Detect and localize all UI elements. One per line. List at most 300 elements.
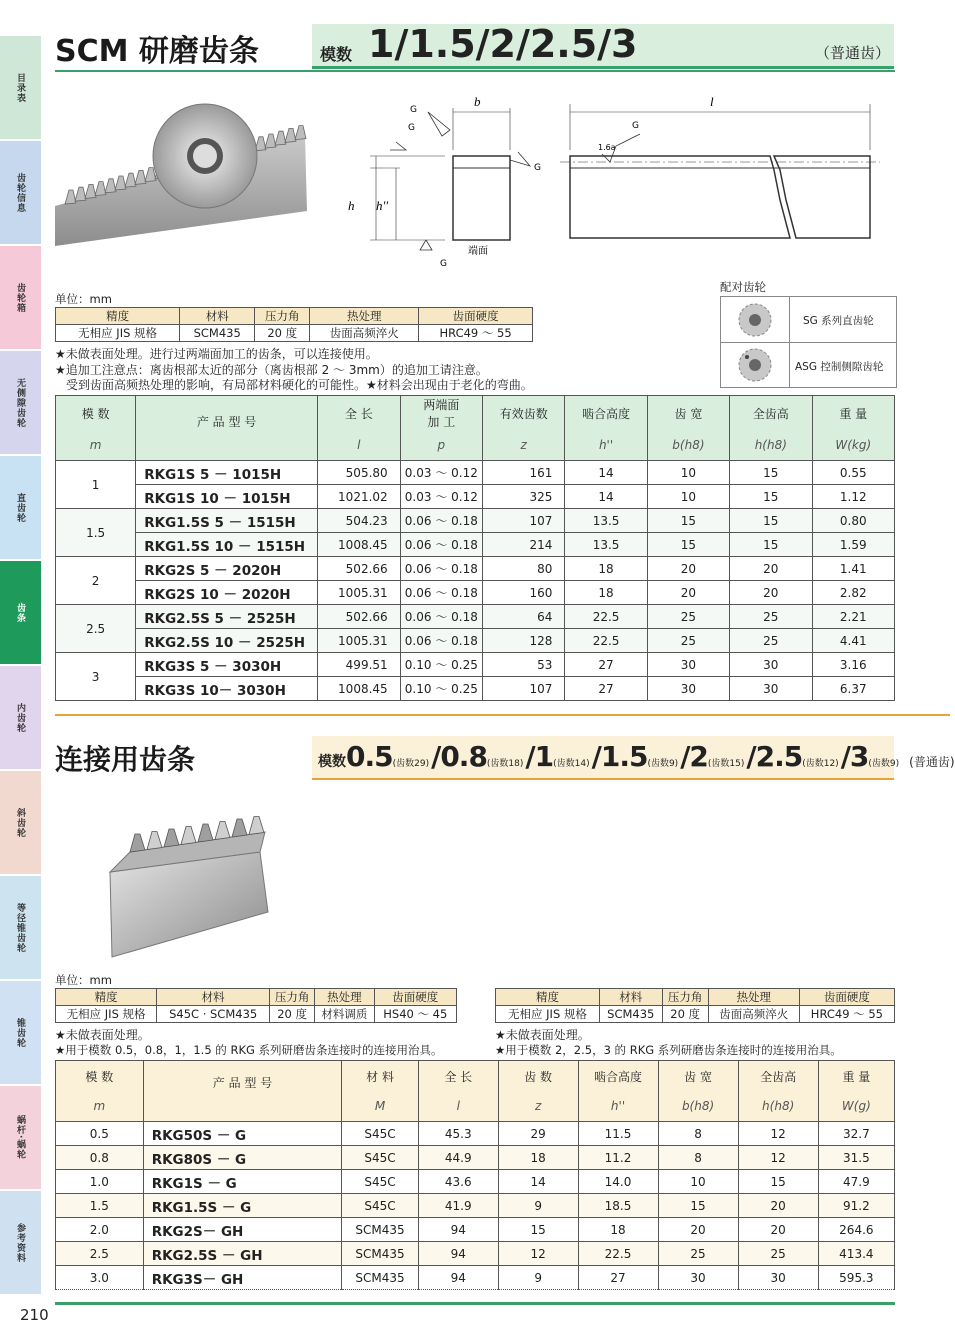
column-subheader (143, 1091, 342, 1122)
column-header: 全 长 (418, 1061, 498, 1092)
product-code: RKG2.5S － GH (143, 1242, 342, 1266)
page-number: 210 (20, 1306, 49, 1324)
note: ★未做表面处理。进行过两端面加工的齿条，可以连接使用。 (55, 347, 378, 361)
spec-table-left (55, 988, 457, 1023)
label-g: G (632, 121, 639, 131)
module-teeth: (齿数9) (647, 759, 679, 769)
table-cell: 0.06 ～ 0.18 (400, 629, 482, 653)
spec-header: 精度 (56, 989, 157, 1006)
table-cell: 47.9 (818, 1170, 894, 1194)
table-cell: 27 (578, 1266, 658, 1290)
table-cell: 14 (498, 1170, 578, 1194)
table-cell: 1005.31 (317, 629, 400, 653)
table-row (56, 581, 895, 605)
column-subheader: m (56, 1091, 144, 1122)
table-cell: 160 (482, 581, 564, 605)
spec-value: 20 度 (662, 1006, 708, 1023)
table-cell: 9 (498, 1194, 578, 1218)
module-cell: 1.5 (56, 509, 136, 557)
spec-value: SCM435 (599, 1006, 662, 1023)
side-tab[interactable]: 齿条 (0, 561, 41, 664)
table-cell: 9 (498, 1266, 578, 1290)
table-cell: 214 (482, 533, 564, 557)
table-row (56, 629, 895, 653)
table-cell: 29 (498, 1122, 578, 1146)
table-cell: 25 (730, 605, 812, 629)
table-row (56, 1218, 895, 1242)
section2-module-band (312, 736, 955, 778)
spec-header: 热处理 (708, 989, 799, 1006)
table-cell: 264.6 (818, 1218, 894, 1242)
table-cell: 0.55 (812, 461, 895, 485)
spec-value: 20 度 (270, 1006, 315, 1023)
spec-header: 压力角 (662, 989, 708, 1006)
product-code: RKG1S － G (143, 1170, 342, 1194)
module-value: 0.5 (346, 740, 393, 773)
unit-label: 单位：mm (55, 292, 112, 306)
table-cell: 80 (482, 557, 564, 581)
header-rule (55, 70, 895, 72)
column-subheader: h(h8) (730, 430, 812, 461)
table-row (56, 533, 895, 557)
table-cell: 0.8 (56, 1146, 144, 1170)
module-cell: 2 (56, 557, 136, 605)
section1-title: SCM 研磨齿条 (55, 34, 259, 69)
table-cell: 11.5 (578, 1122, 658, 1146)
spec-header: 材料 (180, 308, 255, 325)
table-cell: 15 (658, 1194, 738, 1218)
table-cell: 15 (498, 1218, 578, 1242)
table-cell: 20 (730, 557, 812, 581)
unit-label: 单位：mm (55, 973, 112, 987)
table-row (56, 677, 895, 701)
spec-value: HS40 ～ 45 (374, 1006, 456, 1023)
note: ★用于模数 2，2.5，3 的 RKG 系列研磨齿条连接时的连接用治具。 (495, 1043, 842, 1057)
table-cell: 15 (730, 461, 812, 485)
table-cell: 20 (647, 581, 729, 605)
column-subheader: M (342, 1091, 418, 1122)
table-cell: 8 (658, 1122, 738, 1146)
spec-value: HRC49 ～ 55 (799, 1006, 894, 1023)
side-view-drawing (560, 90, 890, 250)
column-subheader: W(g) (818, 1091, 894, 1122)
column-header: 齿 宽 (658, 1061, 738, 1092)
table-cell: 64 (482, 605, 564, 629)
column-subheader (136, 430, 318, 461)
column-header: 材 料 (342, 1061, 418, 1092)
table-cell: 45.3 (418, 1122, 498, 1146)
module-cell: 2.5 (56, 605, 136, 653)
column-header: 重 量 (812, 396, 895, 431)
table-cell: 4.41 (812, 629, 895, 653)
spec-value: 无相应 JIS 规格 (56, 325, 180, 342)
product-table-1 (55, 395, 895, 701)
table-row (56, 1194, 895, 1218)
end-view-drawing (340, 90, 550, 270)
side-tab[interactable]: 目录表 (0, 36, 41, 139)
table-cell: 0.03 ～ 0.12 (400, 461, 482, 485)
table-cell: 504.23 (317, 509, 400, 533)
table-cell: 30 (647, 653, 729, 677)
column-header: 全齿高 (738, 1061, 818, 1092)
column-header: 产 品 型 号 (143, 1061, 342, 1092)
table-cell: 10 (658, 1170, 738, 1194)
table-cell: S45C (342, 1194, 418, 1218)
table-cell: S45C (342, 1146, 418, 1170)
product-code: RKG1S 5 － 1015H (136, 461, 318, 485)
table-cell: 1021.02 (317, 485, 400, 509)
spec-table-right (495, 988, 895, 1023)
column-header: 两端面 加 工 (400, 396, 482, 431)
spec-value: 齿面高频淬火 (310, 325, 419, 342)
side-tab[interactable]: 斜齿轮 (0, 771, 41, 874)
column-header: 全 长 (317, 396, 400, 431)
module-value: /1 (525, 740, 554, 773)
gear-rack-photo (55, 96, 310, 246)
table-cell: 107 (482, 677, 564, 701)
table-cell: 15 (730, 509, 812, 533)
module-teeth: (齿数29) (392, 759, 430, 769)
table-cell: 18 (565, 557, 647, 581)
spec-table-1 (55, 307, 533, 342)
label-roughness: 1.6a (598, 143, 616, 152)
column-subheader: h'' (565, 430, 647, 461)
column-subheader: b(h8) (647, 430, 729, 461)
table-cell: 18 (565, 581, 647, 605)
spec-header: 压力角 (255, 308, 310, 325)
table-cell: 12 (498, 1242, 578, 1266)
module-cell: 1 (56, 461, 136, 509)
table-cell: 20 (730, 581, 812, 605)
label-g: G (440, 259, 447, 269)
table-cell: 502.66 (317, 605, 400, 629)
table-cell: S45C (342, 1122, 418, 1146)
spec-value: 无相应 JIS 规格 (496, 1006, 600, 1023)
mating-item: SG 系列直齿轮 (803, 315, 874, 327)
table-row (56, 1122, 895, 1146)
module-value: /3 (840, 740, 869, 773)
table-cell: 0.10 ～ 0.25 (400, 677, 482, 701)
table-cell: 12 (738, 1146, 818, 1170)
gear-type: （普通齿） (814, 44, 890, 62)
table-cell: 20 (647, 557, 729, 581)
table-cell: 0.06 ～ 0.18 (400, 533, 482, 557)
spec-value: 材料调质 (315, 1006, 375, 1023)
table-cell: 13.5 (565, 509, 647, 533)
side-tab[interactable]: 蜗杆·蜗轮 (0, 1086, 41, 1189)
module-value: /0.8 (431, 740, 487, 773)
label-h: h (348, 198, 355, 213)
connection-rack-photo (100, 812, 275, 962)
module-prefix: 模数 (318, 754, 346, 770)
table-cell: 1.0 (56, 1170, 144, 1194)
table-cell: 1005.31 (317, 581, 400, 605)
module-teeth: (齿数18) (486, 759, 524, 769)
table-cell: 0.10 ～ 0.25 (400, 653, 482, 677)
table-cell: 11.2 (578, 1146, 658, 1170)
column-subheader: z (498, 1091, 578, 1122)
spec-value: SCM435 (180, 325, 255, 342)
table-cell: 15 (730, 533, 812, 557)
table-row (56, 1170, 895, 1194)
column-header: 啮合高度 (578, 1061, 658, 1092)
table-cell: 30 (658, 1266, 738, 1290)
table-cell: SCM435 (342, 1218, 418, 1242)
label-g: G (408, 123, 415, 133)
table-cell: 25 (658, 1242, 738, 1266)
label-end-face: 端面 (468, 246, 488, 257)
table-cell: 2.82 (812, 581, 895, 605)
spur-gear-icon (735, 302, 775, 338)
table-cell: 15 (738, 1170, 818, 1194)
table-cell: 0.03 ～ 0.12 (400, 485, 482, 509)
product-code: RKG3S 5 － 3030H (136, 653, 318, 677)
product-code: RKG2S 5 － 2020H (136, 557, 318, 581)
table-cell: 30 (738, 1266, 818, 1290)
side-tab[interactable]: 直齿轮 (0, 456, 41, 559)
backlash-gear-icon (735, 347, 775, 383)
product-code: RKG3S－ GH (143, 1266, 342, 1290)
side-tab[interactable]: 等径锥齿轮 (0, 876, 41, 979)
table-cell: 20 (738, 1218, 818, 1242)
table-row (56, 1146, 895, 1170)
side-tab[interactable]: 锥齿轮 (0, 981, 41, 1084)
table-cell: 107 (482, 509, 564, 533)
table-cell: 14 (565, 485, 647, 509)
table-cell: 3.16 (812, 653, 895, 677)
table-cell: 1.12 (812, 485, 895, 509)
table-cell: 44.9 (418, 1146, 498, 1170)
table-cell: 6.37 (812, 677, 895, 701)
table-cell: 2.5 (56, 1242, 144, 1266)
column-subheader: h'' (578, 1091, 658, 1122)
gear-type: (普通齿) (909, 755, 955, 769)
spec-header: 热处理 (315, 989, 375, 1006)
table-cell: 1008.45 (317, 677, 400, 701)
table-cell: 413.4 (818, 1242, 894, 1266)
spec-header: 精度 (56, 308, 180, 325)
table-cell: 0.06 ～ 0.18 (400, 581, 482, 605)
column-header: 模 数 (56, 1061, 144, 1092)
product-code: RKG1.5S 10 － 1515H (136, 533, 318, 557)
table-cell: 1008.45 (317, 533, 400, 557)
table-cell: 94 (418, 1242, 498, 1266)
side-tabs (0, 36, 41, 1296)
table-cell: SCM435 (342, 1266, 418, 1290)
table-cell: 1.41 (812, 557, 895, 581)
spec-value: 齿面高频淬火 (708, 1006, 799, 1023)
column-subheader: l (418, 1091, 498, 1122)
table-row (56, 485, 895, 509)
spec-value: HRC49 ～ 55 (419, 325, 533, 342)
product-code: RKG2S 10 － 2020H (136, 581, 318, 605)
table-cell: 0.5 (56, 1122, 144, 1146)
spec-header: 齿面硬度 (799, 989, 894, 1006)
table-cell: 53 (482, 653, 564, 677)
table-cell: 15 (647, 509, 729, 533)
column-subheader: W(kg) (812, 430, 895, 461)
note: ★追加工注意点：离齿根部太近的部分（离齿根部 2 ～ 3mm）的追加工请注意。 (55, 363, 488, 377)
table-cell: 20 (658, 1218, 738, 1242)
table-cell: 22.5 (565, 629, 647, 653)
table-cell: 20 (738, 1194, 818, 1218)
table-cell: 25 (647, 605, 729, 629)
column-header: 齿 数 (498, 1061, 578, 1092)
table-cell: 30 (647, 677, 729, 701)
spec-header: 材料 (599, 989, 662, 1006)
table-cell: 15 (647, 533, 729, 557)
spec-value: 无相应 JIS 规格 (56, 1006, 157, 1023)
side-tab[interactable]: 内齿轮 (0, 666, 41, 769)
product-code: RKG80S － G (143, 1146, 342, 1170)
table-cell: 25 (730, 629, 812, 653)
table-cell: 10 (647, 485, 729, 509)
module-cell: 3 (56, 653, 136, 701)
column-subheader: p (400, 430, 482, 461)
column-subheader: z (482, 430, 564, 461)
table-cell: 128 (482, 629, 564, 653)
label-g: G (534, 163, 541, 173)
side-tab[interactable]: 参考资料 (0, 1191, 41, 1294)
table-row (56, 557, 895, 581)
module-teeth: (齿数14) (553, 759, 590, 769)
product-code: RKG2.5S 10 － 2525H (136, 629, 318, 653)
table-cell: 14.0 (578, 1170, 658, 1194)
table-cell: 18 (498, 1146, 578, 1170)
table-cell: 25 (647, 629, 729, 653)
module-teeth: (齿数9) (868, 759, 900, 769)
table-cell: 0.06 ～ 0.18 (400, 509, 482, 533)
table-cell: 18.5 (578, 1194, 658, 1218)
column-subheader: h(h8) (738, 1091, 818, 1122)
note: ★未做表面处理。 (55, 1028, 150, 1042)
table-cell: 14 (565, 461, 647, 485)
note: 受到齿面高频热处理的影响，有局部材料硬化的可能性。★材料会出现由于老化的弯曲。 (66, 378, 533, 392)
spec-header: 齿面硬度 (419, 308, 533, 325)
table-cell: 10 (647, 461, 729, 485)
table-cell: 499.51 (317, 653, 400, 677)
side-tab[interactable]: 齿轮箱 (0, 246, 41, 349)
module-value: /2.5 (746, 740, 803, 773)
table-cell: 8 (658, 1146, 738, 1170)
table-cell: 0.06 ～ 0.18 (400, 605, 482, 629)
table-cell: 31.5 (818, 1146, 894, 1170)
side-tab[interactable]: 无侧隙齿轮 (0, 351, 41, 454)
column-header: 齿 宽 (647, 396, 729, 431)
table-cell: 32.7 (818, 1122, 894, 1146)
table-cell: 12 (738, 1122, 818, 1146)
side-tab[interactable]: 齿轮信息 (0, 141, 41, 244)
module-teeth: (齿数15) (707, 759, 745, 769)
section-divider (55, 714, 950, 716)
table-cell: 27 (565, 677, 647, 701)
module-teeth: (齿数12) (802, 759, 839, 769)
column-subheader: l (317, 430, 400, 461)
table-cell: S45C (342, 1170, 418, 1194)
column-subheader: m (56, 430, 136, 461)
mating-item: ASG 控制侧隙齿轮 (795, 361, 884, 373)
header-rule (312, 66, 894, 69)
table-cell: 0.06 ～ 0.18 (400, 557, 482, 581)
table-row (56, 1242, 895, 1266)
table-cell: 91.2 (818, 1194, 894, 1218)
note: ★用于模数 0.5，0.8，1，1.5 的 RKG 系列研磨齿条连接时的连接用治具。 (55, 1043, 443, 1057)
table-cell: 325 (482, 485, 564, 509)
table-cell: 25 (738, 1242, 818, 1266)
table-cell: 13.5 (565, 533, 647, 557)
table-cell: SCM435 (342, 1242, 418, 1266)
label-l: l (710, 94, 714, 109)
module-value: /2 (680, 740, 708, 773)
column-header: 有效齿数 (482, 396, 564, 431)
label-g: G (410, 105, 417, 115)
module-value: /1.5 (591, 740, 648, 773)
table-cell: 15 (730, 485, 812, 509)
table-row (56, 653, 895, 677)
table-cell: 22.5 (578, 1242, 658, 1266)
table-row (56, 509, 895, 533)
column-header: 产 品 型 号 (136, 396, 318, 431)
table-cell: 94 (418, 1218, 498, 1242)
table-cell: 41.9 (418, 1194, 498, 1218)
table-cell: 3.0 (56, 1266, 144, 1290)
column-header: 啮合高度 (565, 396, 647, 431)
mating-title: 配对齿轮 (720, 280, 766, 294)
product-code: RKG2S－ GH (143, 1218, 342, 1242)
section2-title: 连接用齿条 (55, 743, 196, 776)
module-prefix: 模数 (320, 45, 353, 64)
table-cell: 1.59 (812, 533, 895, 557)
table-cell: 2.21 (812, 605, 895, 629)
table-cell: 502.66 (317, 557, 400, 581)
section1-module-band (312, 24, 894, 68)
note: ★未做表面处理。 (495, 1028, 590, 1042)
table-cell: 22.5 (565, 605, 647, 629)
label-h2: h'' (376, 198, 389, 213)
table-cell: 505.80 (317, 461, 400, 485)
column-header: 重 量 (818, 1061, 894, 1092)
module-values: 1/1.5/2/2.5/3 (368, 22, 638, 66)
table-cell: 161 (482, 461, 564, 485)
header-rule (312, 778, 894, 780)
table-cell: 94 (418, 1266, 498, 1290)
spec-header: 压力角 (270, 989, 315, 1006)
column-header: 全齿高 (730, 396, 812, 431)
product-code: RKG1.5S － G (143, 1194, 342, 1218)
spec-value: S45C · SCM435 (157, 1006, 270, 1023)
spec-header: 齿面硬度 (374, 989, 456, 1006)
product-code: RKG50S － G (143, 1122, 342, 1146)
product-code: RKG1S 10 － 1015H (136, 485, 318, 509)
table-cell: 43.6 (418, 1170, 498, 1194)
label-b: b (474, 94, 481, 109)
table-cell: 18 (578, 1218, 658, 1242)
spec-value: 20 度 (255, 325, 310, 342)
product-table-2 (55, 1060, 895, 1290)
table-cell: 0.80 (812, 509, 895, 533)
spec-header: 精度 (496, 989, 600, 1006)
table-cell: 595.3 (818, 1266, 894, 1290)
column-subheader: b(h8) (658, 1091, 738, 1122)
table-cell: 1.5 (56, 1194, 144, 1218)
table-cell: 30 (730, 677, 812, 701)
table-row (56, 605, 895, 629)
product-code: RKG3S 10－ 3030H (136, 677, 318, 701)
table-row (56, 1266, 895, 1290)
column-header: 模 数 (56, 396, 136, 431)
spec-header: 热处理 (310, 308, 419, 325)
table-cell: 27 (565, 653, 647, 677)
